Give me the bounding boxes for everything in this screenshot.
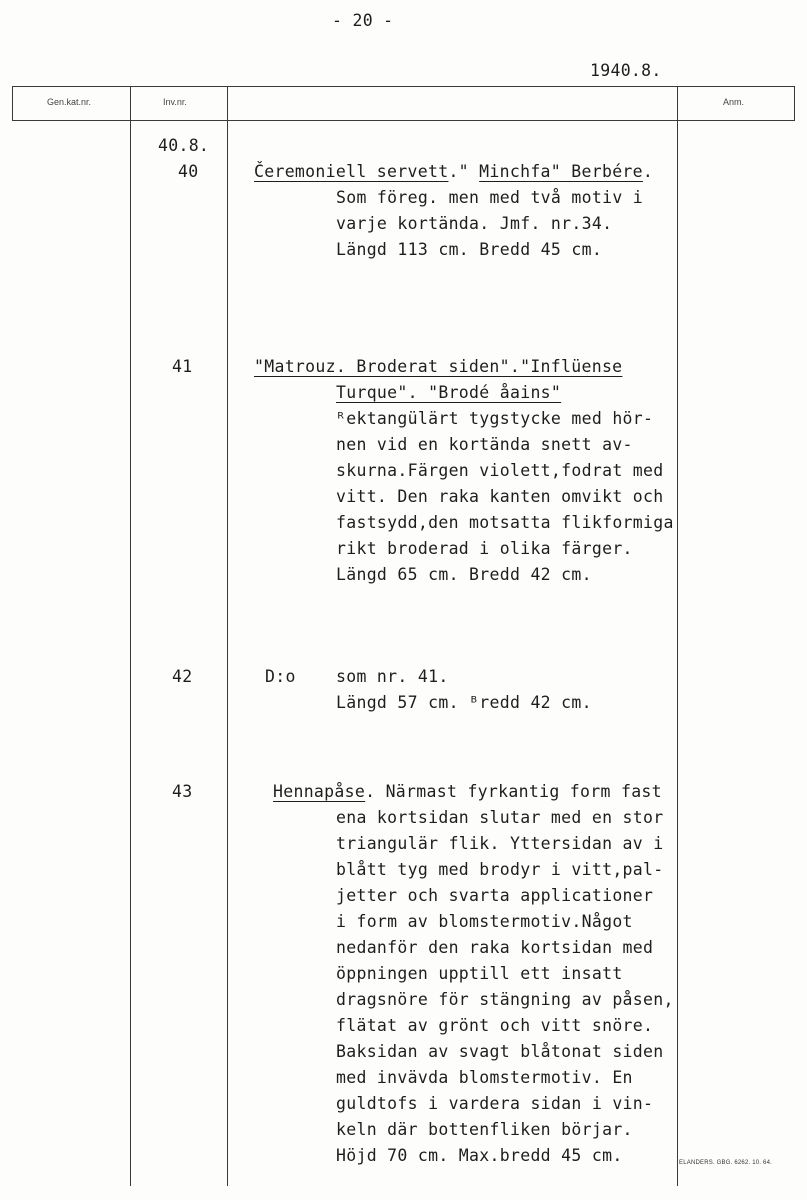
- entry-description: [336, 406, 674, 588]
- description-line: ᴿektangülärt tygstycke med hör-: [336, 409, 654, 428]
- entry-title: "Matrouz. Broderat siden"."Inflüense: [254, 357, 623, 376]
- description-line: öppningen upptill ett insatt: [336, 964, 623, 983]
- entry-description: [336, 805, 674, 1169]
- description-line: guldtofs i vardera sidan i vin-: [336, 1094, 654, 1113]
- description-line: jetter och svarta applicationer: [336, 886, 654, 905]
- page-number: - 20 -: [332, 11, 394, 30]
- description-line: triangulär flik. Yttersidan av i: [336, 834, 664, 853]
- column-divider-inv-desc: [227, 86, 228, 1186]
- description-line: Som föreg. men med två motiv i: [336, 188, 644, 207]
- entry-title-continued: Turque". "Brodé åains": [336, 383, 562, 402]
- description-line: Baksidan av svagt blåtonat siden: [336, 1042, 664, 1061]
- description-line: keln där bottenfliken börjar.: [336, 1120, 633, 1139]
- description-line: flätat av grönt och vitt snöre.: [336, 1016, 654, 1035]
- entry-title: [273, 779, 662, 805]
- title-rest: . Närmast fyrkantig form fast: [365, 782, 662, 801]
- entry-number: 42: [172, 667, 193, 686]
- description-line: Längd 113 cm. Bredd 45 cm.: [336, 240, 603, 259]
- description-line: dragsnöre för stängning av påsen,: [336, 990, 674, 1009]
- entry-number: 41: [172, 357, 193, 376]
- entry-number: 40: [178, 162, 199, 181]
- right-border: [794, 86, 795, 120]
- column-divider-gen-inv: [130, 86, 131, 1186]
- ditto-mark: D:o: [265, 667, 296, 686]
- column-divider-desc-anm: [677, 86, 678, 1186]
- description-line: skurna.Färgen violett,fodrat med: [336, 461, 664, 480]
- column-header-anm: Anm.: [723, 97, 745, 107]
- description-line: nedanför den raka kortsidan med: [336, 938, 654, 957]
- description-line: varje kortända. Jmf. nr.34.: [336, 214, 613, 233]
- title-punct: .": [448, 162, 480, 181]
- title-underlined: Čeremoniell servett: [254, 162, 449, 181]
- description-line: med invävda blomstermotiv. En: [336, 1068, 633, 1087]
- title-underlined: Minchfa" Berbére: [479, 162, 643, 181]
- description-line: blått tyg med brodyr i vitt,pal-: [336, 860, 664, 879]
- group-number: 40.8.: [158, 136, 210, 155]
- description-line: vitt. Den raka kanten omvikt och: [336, 487, 664, 506]
- description-line: fastsydd,den motsatta flikformiga: [336, 513, 674, 532]
- column-header-inv: Inv.nr.: [163, 97, 187, 107]
- description-line: Längd 57 cm. ᴮredd 42 cm.: [336, 693, 592, 712]
- printer-mark: ELANDERS. GBG. 6262. 10. 64.: [679, 1160, 772, 1166]
- title-underlined: Hennapåse: [273, 782, 366, 801]
- left-border: [12, 86, 13, 120]
- entry-description: [336, 664, 592, 716]
- column-header-gen-kat: Gen.kat.nr.: [47, 97, 92, 107]
- description-line: rikt broderad i olika färger.: [336, 539, 633, 558]
- description-line: Längd 65 cm. Bredd 42 cm.: [336, 565, 592, 584]
- description-line: som nr. 41.: [336, 667, 449, 686]
- year-reference: 1940.8.: [590, 61, 662, 80]
- description-line: Höjd 70 cm. Max.bredd 45 cm.: [336, 1146, 623, 1165]
- description-line: ena kortsidan slutar med en stor: [336, 808, 664, 827]
- description-line: nen vid en kortända snett av-: [336, 435, 633, 454]
- entry-description: [336, 185, 643, 263]
- description-line: i form av blomstermotiv.Något: [336, 912, 633, 931]
- title-punct: .: [642, 162, 654, 181]
- entry-title: [254, 159, 653, 185]
- entry-number: 43: [172, 782, 193, 801]
